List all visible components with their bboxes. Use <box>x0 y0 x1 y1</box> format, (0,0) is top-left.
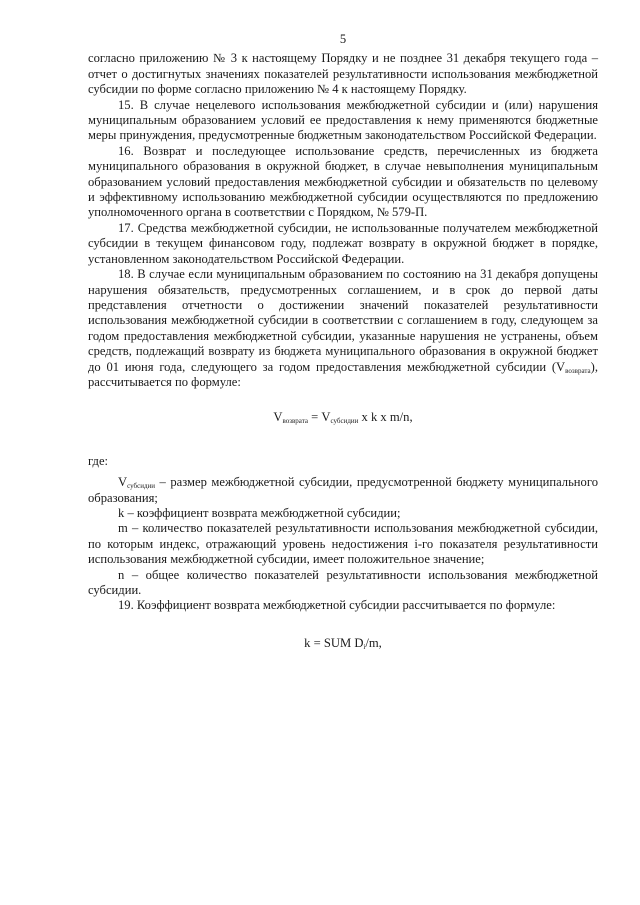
definition-k: k – коэффициент возврата межбюджетной субсидии; <box>118 505 401 520</box>
formula2-right: /m, <box>365 635 382 650</box>
where-label: где: <box>88 453 109 468</box>
formula-coefficient <box>88 636 598 651</box>
formula1-v: V <box>273 410 283 425</box>
definition-v-subsidy <box>88 475 598 506</box>
definition-m: m – количество показателей результативности использования межбюджетной субсидии, по которым индекс, отражающий уровень недостижения i-го показателя результативности использования межбюджетной субсидии, имеет положительное значение; <box>88 521 598 567</box>
paragraph-19: 19. Коэффициент возврата межбюджетной субсидии рассчитывается по формуле: <box>118 598 556 613</box>
paragraph-18-tail: ), рассчитывается по формуле: <box>88 359 598 389</box>
formula2-sub: i <box>363 642 366 651</box>
paragraph-18-text: 18. В случае если муниципальным образованием по состоянию на 31 декабря допущены нарушения обязательств, предусмотренных соглашением, и в срок до первой даты представления отчетности о достижении значений показателей результативности использования межбюджетной субсидии в соответствии с соглашением в году, следующем за годом предоставления межбюджетной субсидии, указанные нарушения не устранены, объем средств, подлежащий возврату из бюджета муниципального образования в окружной бюджет до 01 июня года, следующего за годом предоставления межбюджетной субсидии (V <box>88 267 598 374</box>
page-number: 5 <box>339 32 347 46</box>
paragraph-15: 15. В случае нецелевого использования межбюджетной субсидии и (или) нарушения муниципальным образованием условий ее предоставления к нему применяются бюджетные меры принуждения, предусмотренные бюджетным законодательством Российской Федерации. <box>88 97 598 143</box>
formula1-sub-right: субсидии <box>330 417 359 426</box>
definition-v: V <box>118 475 128 490</box>
paragraph-16: 16. Возврат и последующее использование средств, перечисленных из бюджета муниципального образования в окружной бюджет, в случае невыполнения муниципальным образованием условий предоставления межбюджетной субсидии и обязательств по целевому и эффективному использованию межбюджетной субсидии осуществляются по предложению уполномоченного органа в соответствии с Порядком, № 579-П. <box>88 143 598 220</box>
definition-v-text: – размер межбюджетной субсидии, предусмотренной бюджету муниципального образования; <box>88 475 598 505</box>
formula1-rest: x k x m/n, <box>358 410 413 425</box>
definition-n: n – общее количество показателей результативности использования межбюджетной субсидии. <box>88 567 598 597</box>
paragraph-17: 17. Средства межбюджетной субсидии, не использованные получателем межбюджетной субсидии в текущем финансовом году, подлежат возврату в окружной бюджет в порядке, установленном законодательством Российской Федерации. <box>88 220 598 266</box>
formula-return-volume <box>88 410 598 425</box>
definition-v-sub: субсидии <box>127 482 155 491</box>
paragraph-14-continued: согласно приложению № 3 к настоящему Порядку и не позднее 31 декабря текущего года – отчет о достигнутых значениях показателей результативности использования межбюджетной субсидии по форме согласно приложению № 4 к настоящему Порядку. <box>88 51 598 97</box>
formula1-sub-left: возврата <box>282 417 308 426</box>
formula2-left: k = SUM D <box>304 635 364 650</box>
formula1-eq: = V <box>308 410 331 425</box>
paragraph-18 <box>88 267 598 390</box>
paragraph-18-subscript: возврата <box>565 366 591 375</box>
